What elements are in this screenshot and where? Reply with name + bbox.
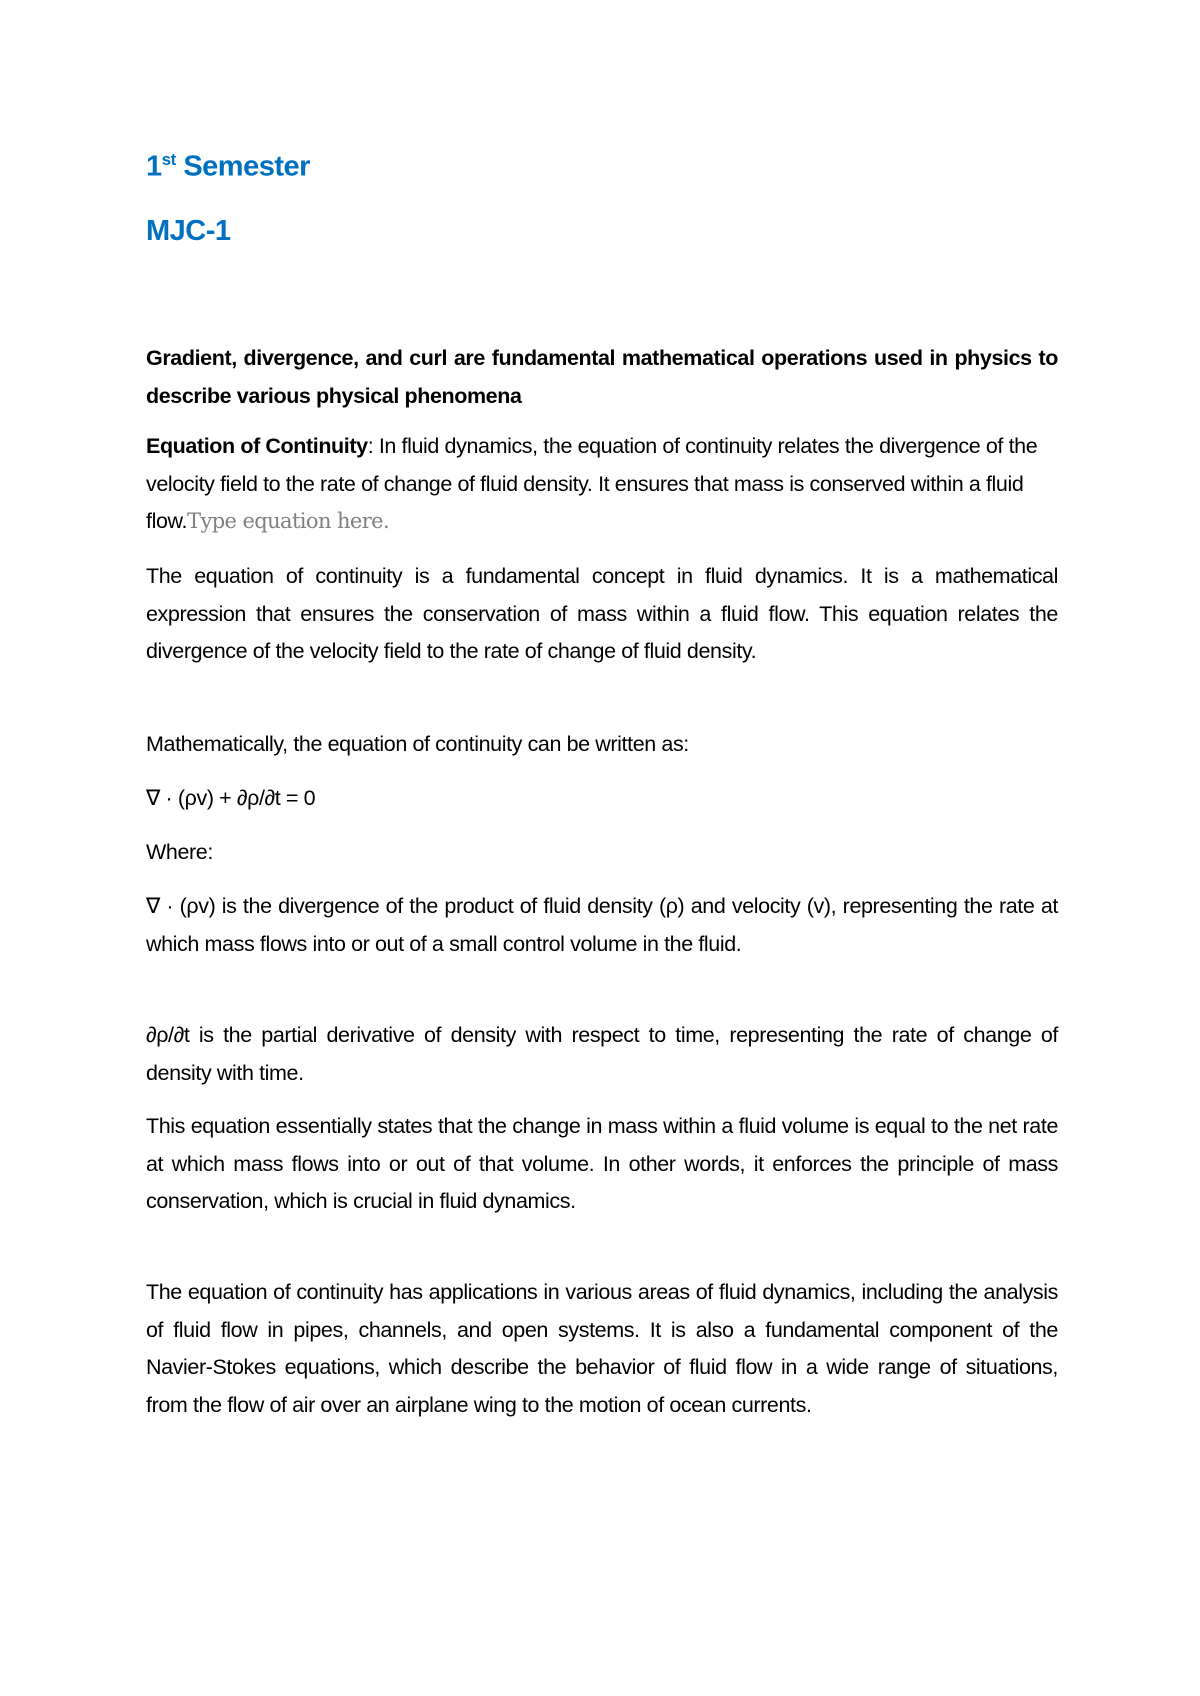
paragraph-2: Mathematically, the equation of continuity can be written as:	[146, 732, 689, 756]
continuity-label: Equation of Continuity	[146, 434, 368, 458]
continuity-text: : In fluid dynamics, the equation of continuity relates the divergence of the velocity field to the rate of change of fluid density. It ensures that mass is conserved within a fluid flow.	[146, 434, 1038, 533]
semester-number: 1	[146, 150, 162, 183]
semester-superscript: st	[161, 150, 176, 169]
where-label: Where:	[146, 840, 213, 864]
course-heading: MJC-1	[146, 215, 231, 247]
paragraph-4: ∂ρ/∂t is the partial derivative of density with respect to time, representing the rate of change of density with time.	[146, 1023, 1058, 1085]
equation: ∇ · (ρv) + ∂ρ/∂t = 0	[146, 786, 316, 810]
intro-paragraph: Gradient, divergence, and curl are fundamental mathematical operations used in physics to describe various physical phenomena	[146, 346, 1058, 408]
semester-word: Semester	[183, 150, 310, 183]
equation-placeholder[interactable]: Type equation here.	[187, 509, 390, 533]
paragraph-6: The equation of continuity has applications in various areas of fluid dynamics, including the analysis of fluid flow in pipes, channels, and open systems. It is also a fundamental component of the Navier-Stokes equations, which describe the behavior of fluid flow in a wide range of situations, from the flow of air over an airplane wing to the motion of ocean currents.	[146, 1280, 1058, 1417]
semester-heading	[146, 150, 310, 184]
continuity-paragraph	[146, 428, 1058, 541]
paragraph-3: ∇ · (ρv) is the divergence of the product of fluid density (ρ) and velocity (v), representing the rate at which mass flows into or out of a small control volume in the fluid.	[146, 894, 1058, 956]
paragraph-5: This equation essentially states that the change in mass within a fluid volume is equal to the net rate at which mass flows into or out of that volume. In other words, it enforces the principle of mass conservation, which is crucial in fluid dynamics.	[146, 1114, 1058, 1213]
paragraph-1: The equation of continuity is a fundamental concept in fluid dynamics. It is a mathematical expression that ensures the conservation of mass within a fluid flow. This equation relates the divergence of the velocity field to the rate of change of fluid density.	[146, 564, 1058, 663]
